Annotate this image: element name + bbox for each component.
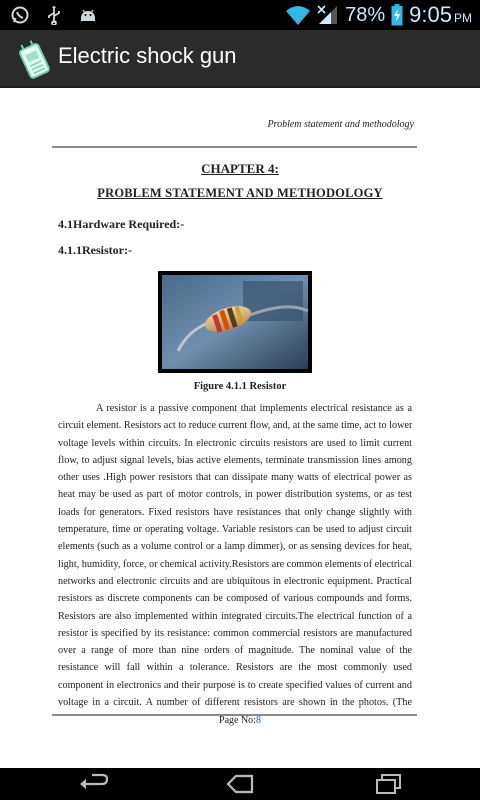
chapter-heading: CHAPTER 4: (201, 161, 279, 176)
body-line: other uses .High power resistors that can dissipate many watts of electrical power as (58, 472, 412, 484)
clock-ampm: PM (454, 11, 472, 25)
android-icon (78, 5, 98, 25)
body-line: Resistors are also implemented within integrated circuits.The electrical function of a (58, 610, 412, 622)
body-line: elements (such as a volume control or a lamp dimmer), or as sensing devices for heat, (58, 541, 412, 553)
usb-icon (44, 5, 64, 25)
body-line: A resistor is a passive component that implements electrical resistance as a (96, 403, 412, 414)
notification-icons (10, 5, 98, 25)
body-line: heat may be used as part of motor controls, in power distribution systems, or as test (58, 489, 412, 501)
section-heading: 4.1Hardware Required:- (58, 217, 185, 231)
status-bar (0, 0, 480, 30)
clock-time: 9:05 (409, 2, 452, 27)
wifi-icon (285, 4, 311, 26)
body-line: resistors as discrete components can be composed of various compounds and forms. (58, 593, 412, 605)
subsection-heading: 4.1.1Resistor:- (58, 243, 132, 257)
app-title: Electric shock gun (58, 43, 237, 68)
page-number-footer (0, 715, 480, 726)
battery-charging-icon (391, 4, 403, 26)
body-line: voltage in a circuit. A number of different resistors are shown in the photos. (The (58, 697, 412, 709)
signal-icon (317, 4, 339, 26)
whatsapp-icon (10, 5, 30, 25)
page-label: Page No: (219, 715, 256, 726)
body-line: resistor is specified by its resistance: common commercial resistors are manufactured (58, 627, 412, 639)
body-paragraph (58, 400, 412, 711)
body-line: temperature, time or operating voltage. Variable resistors can be used to adjust circuit (58, 524, 412, 536)
battery-percent: 78% (345, 3, 386, 26)
navigation-bar (0, 768, 480, 800)
body-line: resistance will fall within a tolerance. Resistors are the most commonly used (58, 662, 412, 674)
resistor-photo (158, 271, 312, 373)
recent-apps-icon[interactable] (368, 772, 408, 796)
body-line: flow, to adjust signal levels, bias active elements, terminate transmission lines among (58, 454, 412, 466)
back-icon[interactable] (72, 772, 112, 796)
action-bar (0, 30, 480, 88)
system-indicators (285, 2, 472, 28)
page-number: 8 (255, 715, 261, 726)
document-page (0, 88, 480, 768)
chapter-title: PROBLEM STATEMENT AND METHODOLOGY (97, 186, 383, 200)
body-line: over a range of more than nine orders of magnitude. The nominal value of the (58, 645, 412, 657)
running-header: Problem statement and methodology (267, 119, 414, 130)
body-line: component in electronics and their purpose is to create specified values of current and (58, 679, 412, 691)
body-line: networks and electronic circuits and are ubiquitous in electronic equipment. Practical (58, 575, 412, 587)
document-viewer[interactable] (0, 88, 480, 768)
body-line: circuit element. Resistors act to reduce current flow, and, at the same time, act to lower (58, 420, 412, 432)
body-line: light, humidity, force, or chemical activity.Resistors are common elements of electrical (58, 558, 412, 570)
figure-caption: Figure 4.1.1 Resistor (193, 381, 287, 392)
home-icon[interactable] (220, 772, 260, 796)
body-line: voltage levels within circuits. In electronic circuits resistors are used to limit current (58, 437, 412, 449)
stun-gun-app-icon[interactable] (16, 36, 52, 80)
body-line: loads for generators. Fixed resistors have resistances that only change slightly with (58, 506, 412, 518)
header-rule (52, 146, 417, 148)
